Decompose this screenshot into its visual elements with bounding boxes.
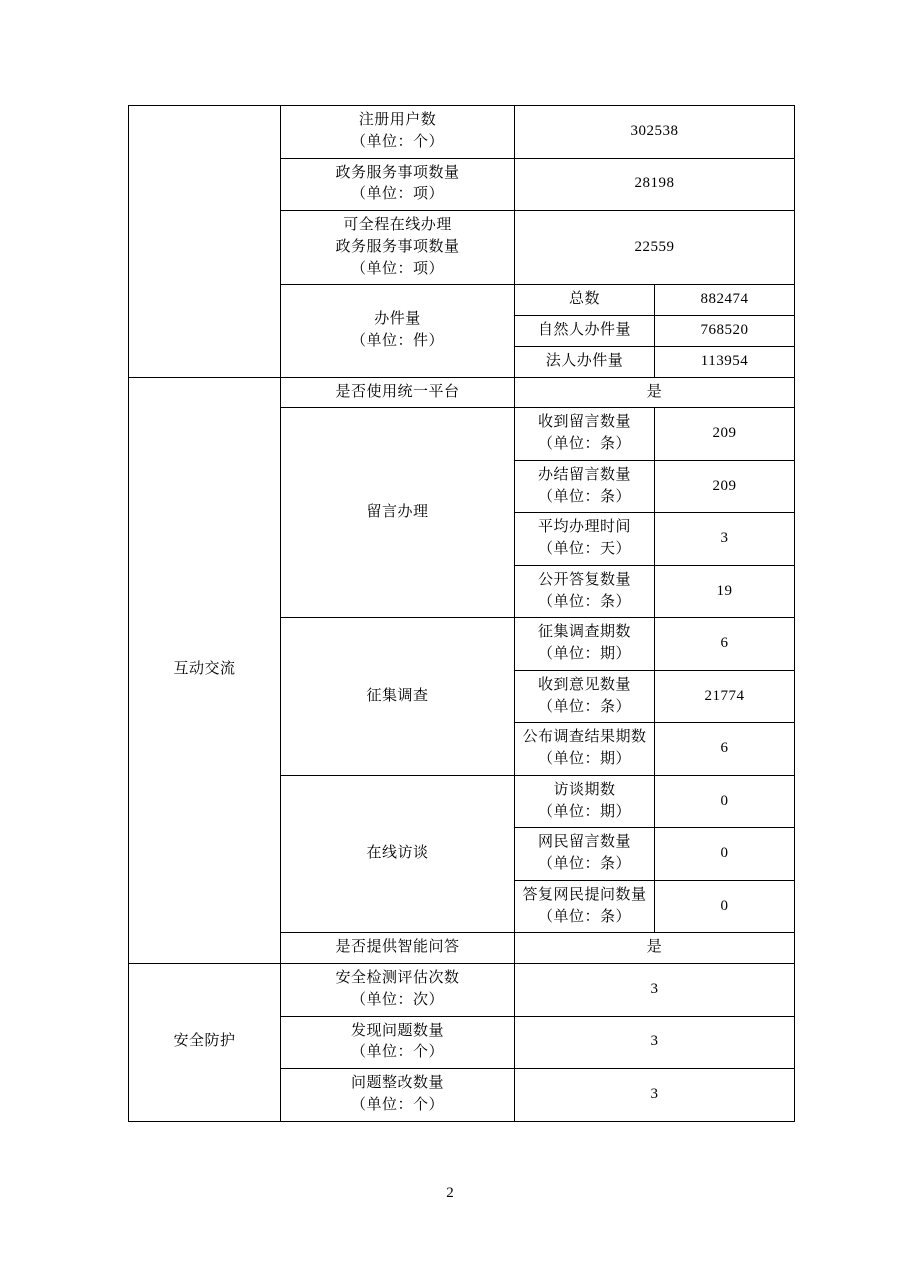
value-published-results: 6 — [655, 723, 795, 776]
value-interview-sessions: 0 — [655, 775, 795, 828]
value-total: 882474 — [655, 285, 795, 316]
value-netizen-replies: 0 — [655, 880, 795, 933]
page-number: 2 — [446, 1185, 454, 1201]
item-survey: 征集调查 — [281, 618, 515, 776]
sub-label-line2: （单位：条） — [537, 488, 631, 505]
category-security: 安全防护 — [129, 964, 281, 1122]
sub-label-line1: 答复网民提问数量 — [522, 886, 647, 903]
item-label-line1: 政务服务事项数量 — [335, 164, 460, 181]
annual-report-table — [128, 105, 795, 1122]
sub-messages-received — [515, 408, 655, 461]
category-interaction: 互动交流 — [129, 377, 281, 964]
sub-messages-completed — [515, 460, 655, 513]
sub-label-line2: （单位：期） — [537, 646, 631, 662]
value-natural-person: 768520 — [655, 316, 795, 347]
report-table-container — [128, 105, 773, 1122]
item-issues-fixed — [281, 1069, 515, 1122]
sub-average-handling-time — [515, 513, 655, 566]
item-registered-users — [281, 106, 515, 159]
value-full-online-items: 22559 — [515, 211, 795, 285]
sub-label-line1: 公布调查结果期数 — [522, 729, 647, 746]
sub-label-line2: （单位：条） — [537, 856, 631, 872]
item-label-line2: （单位：次） — [350, 991, 444, 1008]
value-gov-service-items: 28198 — [515, 158, 795, 211]
value-issues-found: 3 — [515, 1016, 795, 1069]
sub-label-line1: 办结留言数量 — [537, 466, 631, 483]
sub-label-line1: 平均办理时间 — [537, 519, 631, 536]
sub-label-total: 总数 — [515, 285, 655, 316]
category-cell-blank — [129, 106, 281, 378]
sub-interview-sessions — [515, 775, 655, 828]
item-label-line1: 办件量 — [374, 311, 421, 328]
item-full-online-items — [281, 211, 515, 285]
sub-opinions-received — [515, 670, 655, 723]
sub-label-line2: （单位：条） — [537, 908, 631, 925]
value-messages-completed: 209 — [655, 460, 795, 513]
item-label-line2: （单位：个） — [350, 1096, 444, 1113]
item-label-line1: 安全检测评估次数 — [335, 970, 460, 986]
value-average-handling-time: 3 — [655, 513, 795, 566]
sub-label-line1: 访谈期数 — [553, 781, 616, 798]
value-issues-fixed: 3 — [515, 1069, 795, 1122]
sub-label-line1: 收到留言数量 — [537, 414, 631, 431]
sub-label-line2: （单位：期） — [537, 803, 631, 820]
item-label-line2: （单位：个） — [350, 1044, 444, 1061]
sub-label-line1: 征集调查期数 — [537, 624, 631, 641]
table-row — [129, 964, 795, 1017]
item-label-line2: （单位：个） — [350, 133, 444, 150]
item-label-line1: 可全程在线办理 — [343, 217, 452, 233]
value-unified-platform: 是 — [515, 377, 795, 408]
sub-label-line1: 网民留言数量 — [537, 834, 631, 851]
sub-label-line2: （单位：条） — [537, 593, 631, 610]
sub-label-line2: （单位：条） — [537, 436, 631, 452]
item-label-line1: 问题整改数量 — [350, 1075, 444, 1091]
sub-published-results — [515, 723, 655, 776]
value-opinions-received: 21774 — [655, 670, 795, 723]
item-online-interview: 在线访谈 — [281, 775, 515, 933]
sub-label-line2: （单位：条） — [537, 698, 631, 715]
sub-label-line2: （单位：天） — [537, 541, 631, 557]
item-smart-qa: 是否提供智能问答 — [281, 933, 515, 964]
sub-label-natural-person: 自然人办件量 — [515, 316, 655, 347]
value-smart-qa: 是 — [515, 933, 795, 964]
sub-label-legal-person: 法人办件量 — [515, 346, 655, 377]
item-label-line2: （单位：件） — [350, 332, 444, 349]
table-row — [129, 377, 795, 408]
value-legal-person: 113954 — [655, 346, 795, 377]
value-netizen-messages: 0 — [655, 828, 795, 881]
sub-survey-sessions — [515, 618, 655, 671]
value-public-replies: 19 — [655, 565, 795, 618]
item-label-line2: 政务服务事项数量 — [335, 238, 460, 255]
item-label-line1: 注册用户数 — [358, 112, 437, 128]
item-unified-platform: 是否使用统一平台 — [281, 377, 515, 408]
item-gov-service-items — [281, 158, 515, 211]
item-security-assessments — [281, 964, 515, 1017]
sub-label-line2: （单位：期） — [537, 751, 631, 767]
sub-public-replies — [515, 565, 655, 618]
sub-netizen-replies — [515, 880, 655, 933]
item-message-handling: 留言办理 — [281, 408, 515, 618]
item-issues-found — [281, 1016, 515, 1069]
sub-netizen-messages — [515, 828, 655, 881]
value-registered-users: 302538 — [515, 106, 795, 159]
item-case-volume — [281, 285, 515, 377]
item-label-line1: 发现问题数量 — [350, 1022, 444, 1039]
sub-label-line1: 公开答复数量 — [537, 571, 631, 588]
item-label-line2: （单位：项） — [350, 186, 444, 203]
value-security-assessments: 3 — [515, 964, 795, 1017]
value-survey-sessions: 6 — [655, 618, 795, 671]
sub-label-line1: 收到意见数量 — [537, 676, 631, 693]
item-label-line3: （单位：项） — [350, 260, 444, 277]
table-row — [129, 106, 795, 159]
value-messages-received: 209 — [655, 408, 795, 461]
